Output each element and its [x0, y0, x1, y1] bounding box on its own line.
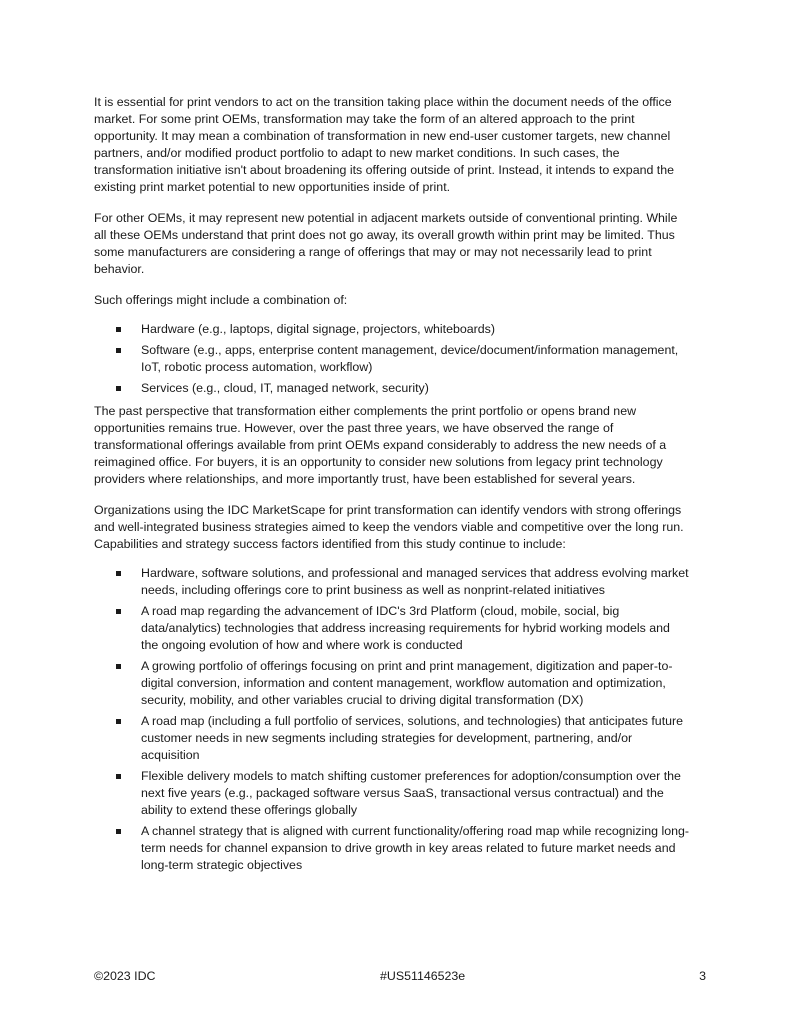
list-item-text: Services (e.g., cloud, IT, managed network, security)	[141, 381, 429, 395]
paragraph-other-oems: For other OEMs, it may represent new potential in adjacent markets outside of conventional printing. While all these OEMs understand that print does not go away, its overall growth within print may be limited. Thus some manufacturers are considering a range of offerings that may or may not necessarily lead to print behavior.	[94, 211, 678, 276]
bullet-icon	[116, 386, 121, 391]
list-item-text: Flexible delivery models to match shifting customer preferences for adoption/consumption over the next five years (e.g., packaged software versus SaaS, transactional versus contractual) and the ability to extend these offerings globally	[141, 769, 681, 817]
bullet-icon	[116, 327, 121, 332]
list-item-text: A growing portfolio of offerings focusing on print and print management, digitization and paper-to-digital conversion, information and content management, workflow automation and optimization, security, mobility, and other variables crucial to driving digital transformation (DX)	[141, 659, 673, 707]
list-item	[94, 380, 690, 397]
list-item-text: A road map (including a full portfolio of services, solutions, and technologies) that anticipates future customer needs in new segments including strategies for development, partnering, and/or acquisition	[141, 714, 684, 762]
list-item	[94, 768, 690, 819]
bullet-icon	[116, 774, 121, 779]
list-item-text: A road map regarding the advancement of IDC's 3rd Platform (cloud, mobile, social, big data/analytics) technologies that address increasing requirements for hybrid working models and the ongoing evolution of how and where work is conducted	[141, 604, 670, 652]
list-item	[94, 321, 690, 338]
bullet-icon	[116, 664, 121, 669]
paragraph-past-perspective: The past perspective that transformation either complements the print portfolio or opens brand new opportunities remains true. However, over the past three years, we have observed the range of transformational offerings available from print OEMs expand considerably to address the new needs of a reimagined office. For buyers, it is an opportunity to consider new solutions from legacy print technology providers where relationships, and more importantly trust, have been established for several years.	[94, 404, 667, 486]
bullet-icon	[116, 609, 121, 614]
list-item-text: Hardware (e.g., laptops, digital signage, projectors, whiteboards)	[141, 322, 496, 336]
list-item	[94, 565, 690, 599]
bullet-icon	[116, 348, 121, 353]
bullet-icon	[116, 571, 121, 576]
bullet-icon	[116, 829, 121, 834]
list-item	[94, 603, 690, 654]
list-item-text: Software (e.g., apps, enterprise content management, device/document/information management, IoT, robotic process automation, workflow)	[141, 343, 679, 374]
footer-doc-id: #US51146523e	[380, 969, 466, 983]
list-item-text: Hardware, software solutions, and professional and managed services that address evolving market needs, including offerings core to print business as well as nonprint-related initiatives	[141, 566, 689, 597]
document-body	[94, 94, 690, 880]
paragraph-transition: It is essential for print vendors to act on the transition taking place within the document needs of the office market. For some print OEMs, transformation may take the form of an altered approach to the print opportunity. It may mean a combination of transformation in new end-user customer targets, new channel partners, and/or modified product portfolio to adapt to new market conditions. In such cases, the transformation initiative isn't about broadening its offering outside of print. Instead, it intends to expand the existing print market potential to new opportunities inside of print.	[94, 95, 675, 194]
page-footer	[94, 968, 706, 984]
bullet-icon	[116, 719, 121, 724]
list-item	[94, 713, 690, 764]
list-item	[94, 658, 690, 709]
footer-page-number: 3	[699, 969, 706, 983]
success-factors-list	[94, 565, 690, 874]
offerings-list	[94, 321, 690, 397]
list-item	[94, 823, 690, 874]
list-item	[94, 342, 690, 376]
footer-copyright: ©2023 IDC	[94, 969, 156, 983]
paragraph-offerings-intro: Such offerings might include a combination of:	[94, 293, 348, 307]
list-item-text: A channel strategy that is aligned with current functionality/offering road map while recognizing long-term needs for channel expansion to drive growth in key areas related to future market needs and long-term strategic objectives	[141, 824, 690, 872]
paragraph-organizations: Organizations using the IDC MarketScape for print transformation can identify vendors with strong offerings and well-integrated business strategies aimed to keep the vendors viable and competitive over the long run. Capabilities and strategy success factors identified from this study continue to include:	[94, 503, 684, 551]
